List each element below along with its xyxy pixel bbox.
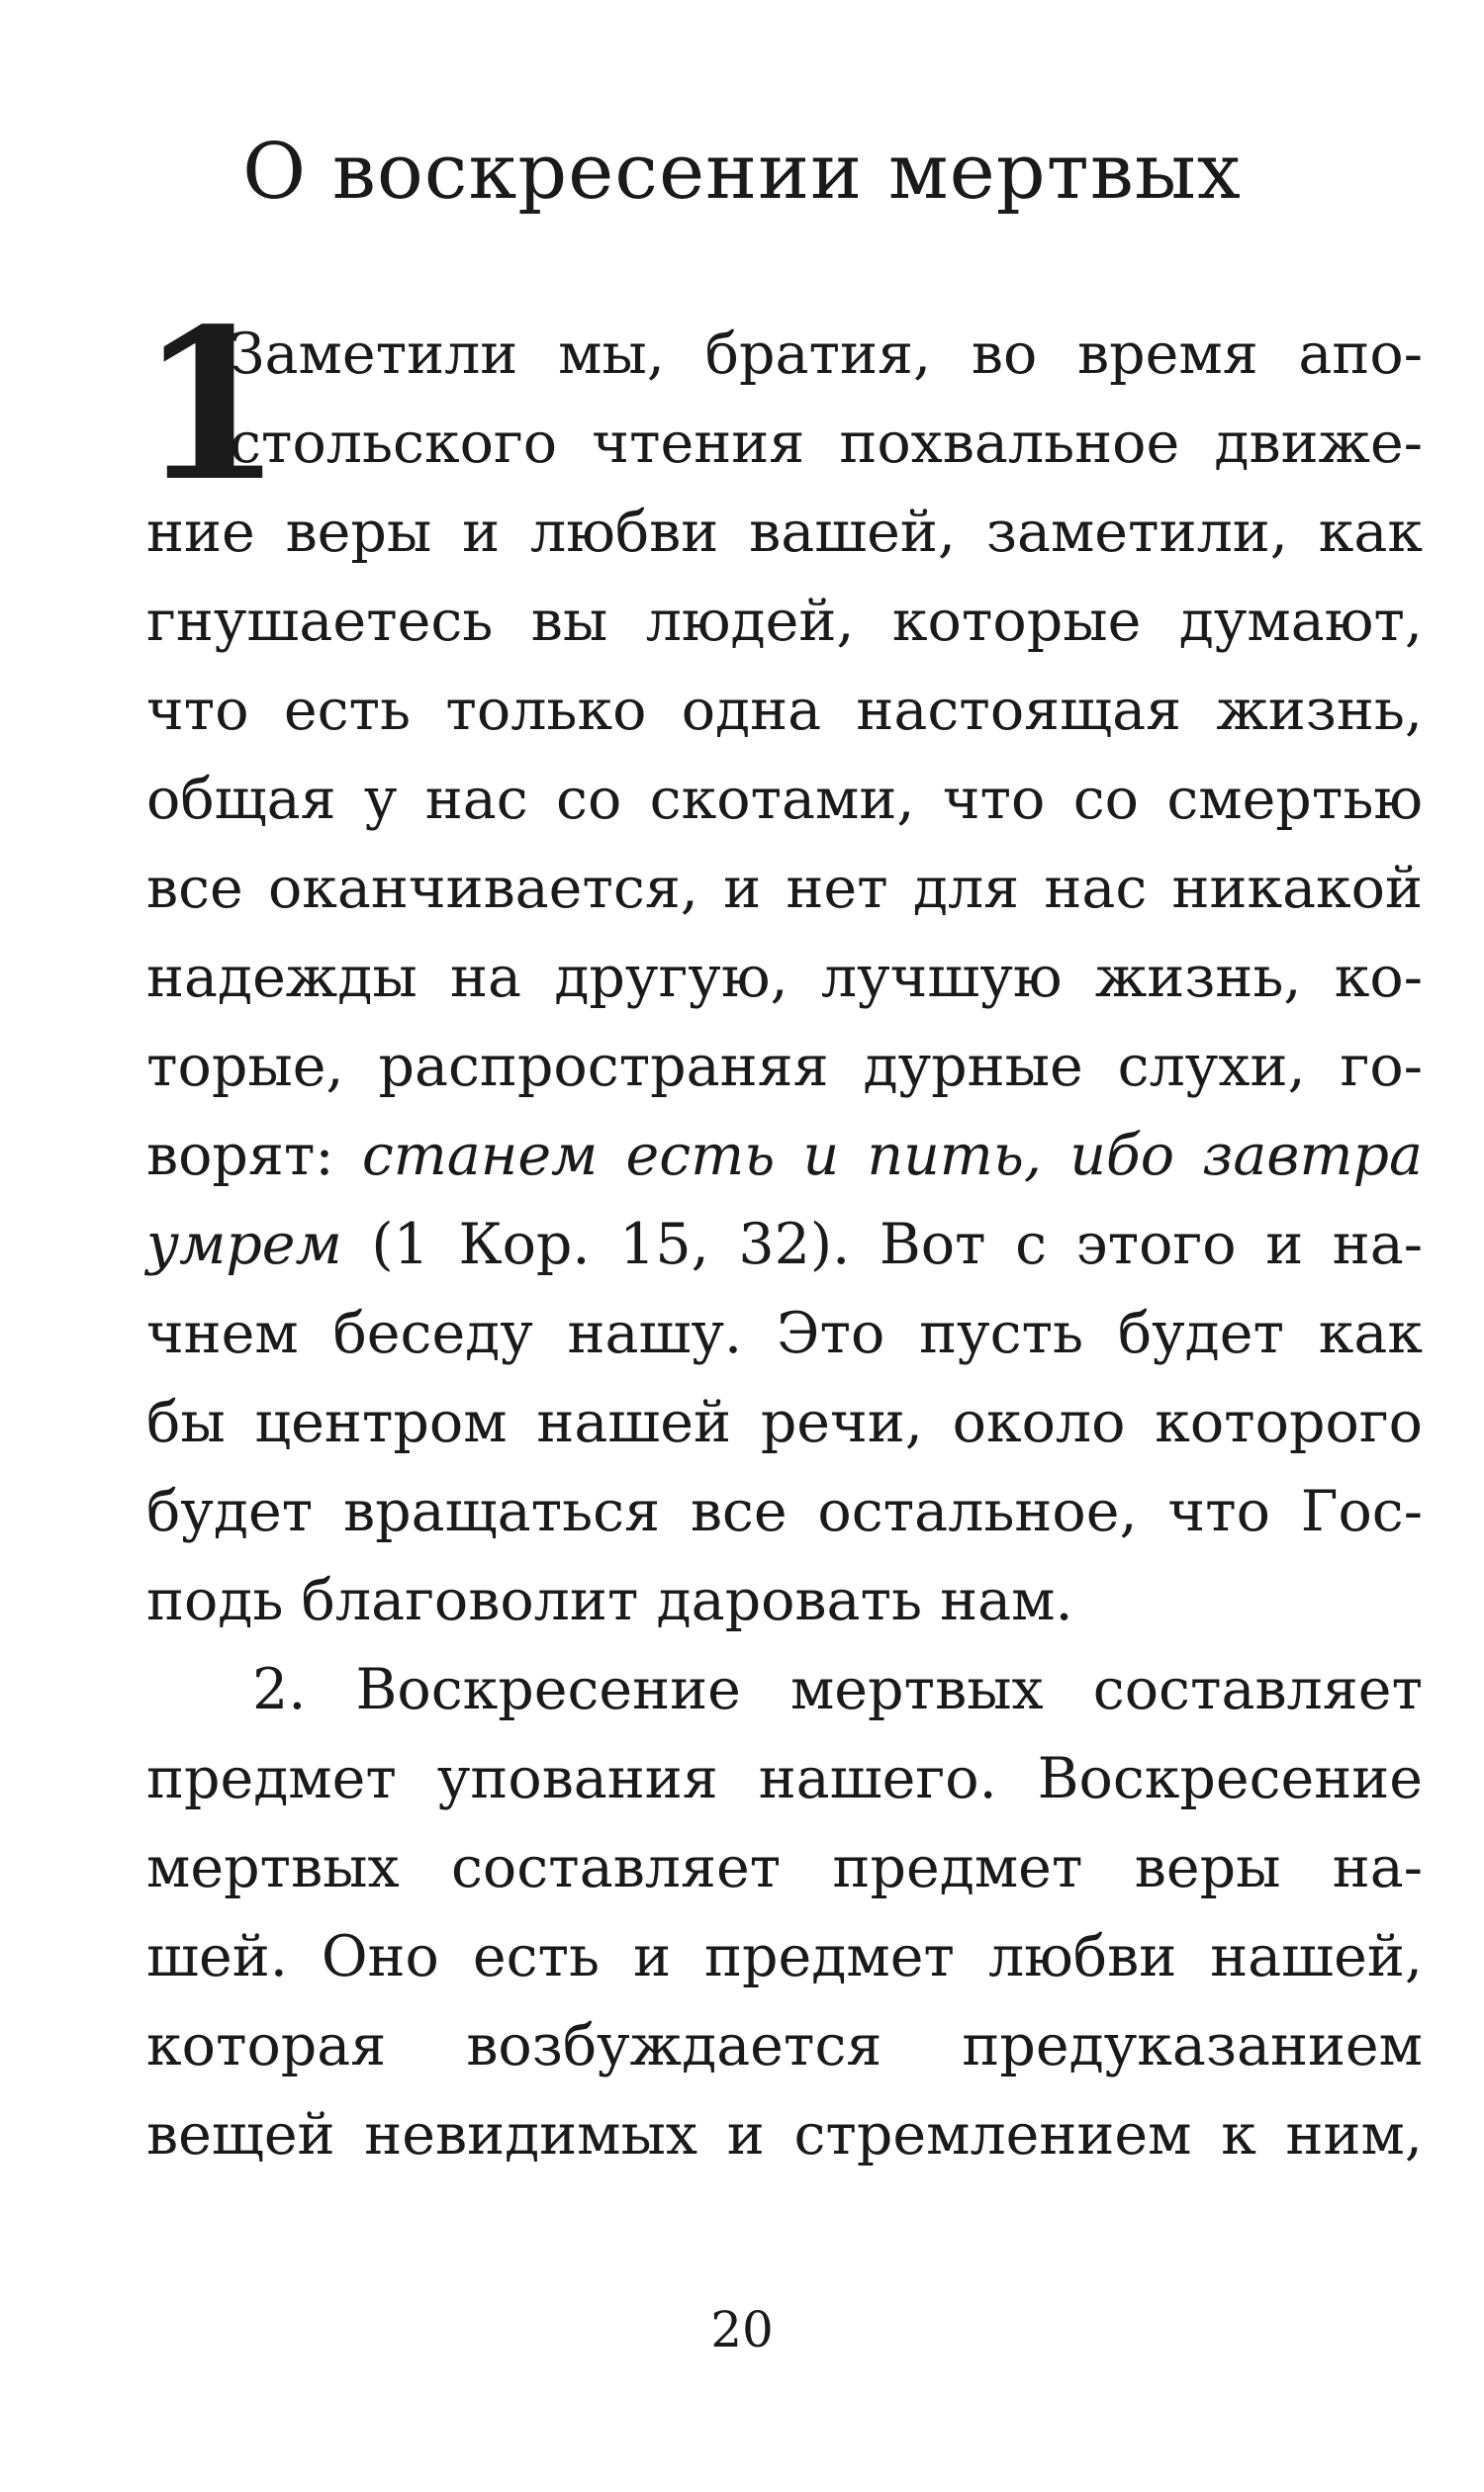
- scripture-quote: станем есть и пить, ибо завтра: [361, 1123, 1423, 1188]
- text-line: ние веры и любви вашей, заметили, как: [146, 500, 1423, 565]
- text-line: бы центром нашей речи, около которого: [146, 1390, 1423, 1455]
- text-span: ворят:: [146, 1123, 362, 1188]
- page-number: 20: [710, 2301, 774, 2358]
- text-line: будет вращаться все остальное, что Гос-: [146, 1479, 1423, 1544]
- text-line-with-quote: [146, 1116, 1423, 1195]
- text-line: общая у нас со скотами, что со смертью: [146, 767, 1423, 832]
- text-line: что есть только одна настоящая жизнь,: [146, 678, 1423, 743]
- scripture-quote: умрем: [146, 1212, 342, 1277]
- chapter-title: О воскресении мертвых: [242, 128, 1242, 217]
- text-line: торые, распространяя дурные слухи, го-: [146, 1034, 1423, 1099]
- drop-cap-number: 1: [139, 283, 284, 527]
- text-line: подь благоволит даровать нам.: [146, 1568, 1073, 1633]
- text-line: Заметили мы, братия, во время апо-: [230, 322, 1423, 387]
- text-line: гнушаетесь вы людей, которые думают,: [146, 589, 1423, 654]
- text-line: 2. Воскресение мертвых составляет: [252, 1657, 1423, 1722]
- text-line: которая возбуждается предуказанием: [146, 2013, 1423, 2078]
- text-line: мертвых составляет предмет веры на-: [146, 1835, 1423, 1900]
- text-line: предмет упования нашего. Воскресение: [146, 1746, 1423, 1811]
- text-span: (1 Кор. 15, 32). Вот с этого и на-: [341, 1212, 1423, 1277]
- text-line: все оканчивается, и нет для нас никакой: [146, 856, 1423, 921]
- text-line: надежды на другую, лучшую жизнь, ко-: [146, 945, 1423, 1010]
- text-line-with-quote: [146, 1205, 1423, 1284]
- text-line: стольского чтения похвальное движе-: [230, 411, 1423, 476]
- text-line: вещей невидимых и стремлением к ним,: [146, 2102, 1423, 2168]
- text-line: чнем беседу нашу. Это пусть будет как: [146, 1301, 1423, 1366]
- text-line: шей. Оно есть и предмет любви нашей,: [146, 1924, 1423, 1989]
